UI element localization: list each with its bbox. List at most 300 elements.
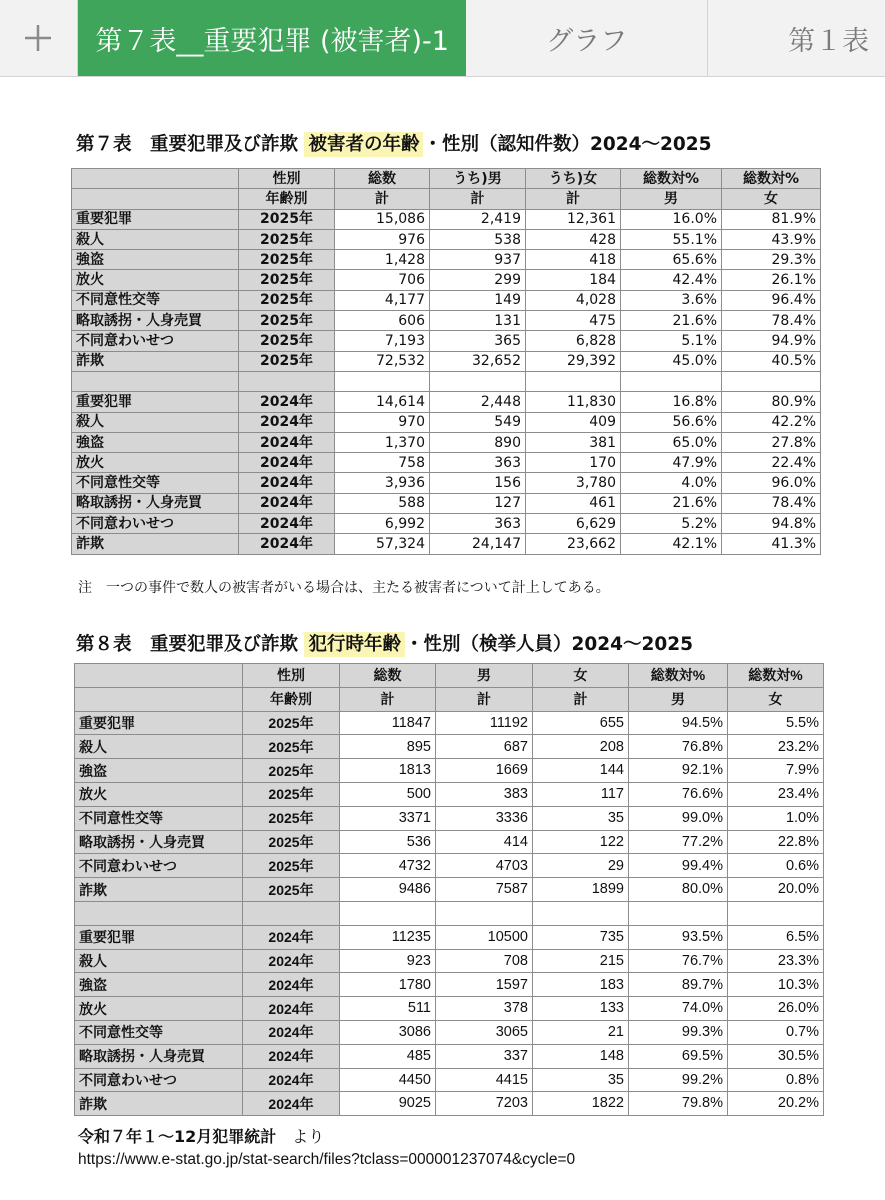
value-cell: 549 [430,412,526,432]
table7-header2-row [72,189,821,209]
table8-header-cell: 計 [533,687,629,711]
table7-header-cell: うち)男 [430,169,526,189]
value-cell: 7,193 [335,331,430,351]
value-cell: 69.5% [629,1044,728,1068]
value-cell: 4450 [340,1068,436,1092]
source-suffix: より [276,1127,325,1146]
value-cell: 976 [335,229,430,249]
crime-type-cell: 不同意性交等 [75,1020,243,1044]
value-cell: 1813 [340,759,436,783]
crime-type-cell: 重要犯罪 [72,209,239,229]
year-cell: 2025年 [239,351,335,371]
table-row [72,412,821,432]
value-cell: 21.6% [621,493,722,513]
crime-type-cell: 放火 [75,782,243,806]
value-cell: 144 [533,759,629,783]
table8-header-cell: 女 [533,664,629,688]
table8-header-cell: 総数対% [629,664,728,688]
value-cell: 4.0% [621,473,722,493]
value-cell: 758 [335,453,430,473]
crime-type-cell: 略取誘拐・人身売買 [75,830,243,854]
tab-graph[interactable]: グラフ [466,0,708,76]
value-cell: 117 [533,782,629,806]
value-cell: 41.3% [722,534,821,554]
crime-type-cell: 不同意わいせつ [72,331,239,351]
year-cell: 2024年 [239,432,335,452]
table8-header-cell: 計 [340,687,436,711]
table-row [72,453,821,473]
value-cell: 1,428 [335,250,430,270]
table7 [71,168,821,555]
value-cell: 77.2% [629,830,728,854]
year-cell: 2024年 [239,453,335,473]
value-cell: 15,086 [335,209,430,229]
value-cell: 23.3% [728,949,824,973]
table7-header-cell: 総数対% [722,169,821,189]
value-cell: 45.0% [621,351,722,371]
value-cell: 92.1% [629,759,728,783]
value-cell: 94.9% [722,331,821,351]
table-row [72,290,821,310]
value-cell: 184 [526,270,621,290]
table-row [72,473,821,493]
source-url-link[interactable]: https://www.e-stat.go.jp/stat-search/files?tclass=000001237074&cycle=0 [78,1151,576,1168]
value-cell: 7.9% [728,759,824,783]
crime-type-cell: 不同意性交等 [72,290,239,310]
value-cell: 9025 [340,1092,436,1116]
year-cell: 2025年 [243,735,340,759]
value-cell: 3,936 [335,473,430,493]
value-cell: 5.1% [621,331,722,351]
table8-header-cell: 男 [629,687,728,711]
table-row [72,250,821,270]
year-cell: 2025年 [239,209,335,229]
year-cell: 2024年 [239,392,335,412]
sheet-tab-bar [0,0,885,77]
table7-header-cell [72,189,239,209]
value-cell: 11,830 [526,392,621,412]
value-cell: 365 [430,331,526,351]
table8-header-cell: 性別 [243,664,340,688]
value-cell: 511 [340,997,436,1021]
year-cell: 2025年 [239,270,335,290]
value-cell: 0.8% [728,1068,824,1092]
value-cell: 895 [340,735,436,759]
table-row [72,432,821,452]
empty-cell [239,371,335,391]
table8-header1-row [75,664,824,688]
value-cell: 428 [526,229,621,249]
year-cell: 2024年 [239,412,335,432]
table8-title-tail: ・性別（検挙人員）2024～2025 [404,634,693,655]
value-cell: 99.2% [629,1068,728,1092]
year-cell: 2025年 [243,830,340,854]
year-cell: 2024年 [239,514,335,534]
value-cell: 208 [533,735,629,759]
value-cell: 22.4% [722,453,821,473]
value-cell: 149 [430,290,526,310]
value-cell: 96.4% [722,290,821,310]
table-row [72,514,821,534]
year-cell: 2025年 [243,878,340,902]
empty-cell [728,901,824,925]
table-row [75,1020,824,1044]
value-cell: 23.2% [728,735,824,759]
value-cell: 57,324 [335,534,430,554]
crime-type-cell: 詐欺 [72,534,239,554]
value-cell: 133 [533,997,629,1021]
year-cell: 2024年 [243,1044,340,1068]
value-cell: 485 [340,1044,436,1068]
empty-cell [243,901,340,925]
value-cell: 76.8% [629,735,728,759]
table7-header-cell: 計 [526,189,621,209]
value-cell: 89.7% [629,973,728,997]
table-row [72,331,821,351]
value-cell: 99.3% [629,1020,728,1044]
value-cell: 11235 [340,925,436,949]
value-cell: 32,652 [430,351,526,371]
value-cell: 20.2% [728,1092,824,1116]
value-cell: 6,629 [526,514,621,534]
value-cell: 22.8% [728,830,824,854]
crime-type-cell: 強盗 [75,973,243,997]
value-cell: 538 [430,229,526,249]
table8-header2-row [75,687,824,711]
crime-type-cell: 不同意性交等 [72,473,239,493]
value-cell: 72,532 [335,351,430,371]
value-cell: 35 [533,806,629,830]
crime-type-cell: 略取誘拐・人身売買 [72,493,239,513]
crime-type-cell: 詐欺 [75,878,243,902]
value-cell: 76.7% [629,949,728,973]
empty-cell [722,371,821,391]
value-cell: 40.5% [722,351,821,371]
crime-type-cell: 殺人 [72,412,239,432]
value-cell: 29.3% [722,250,821,270]
table7-title-highlight: 被害者の年齢 [304,132,423,157]
table7-header-cell: 男 [621,189,722,209]
crime-type-cell: 強盗 [72,432,239,452]
value-cell: 47.9% [621,453,722,473]
table7-title-main: 第７表 重要犯罪及び詐欺 [76,134,299,155]
value-cell: 3065 [436,1020,533,1044]
year-cell: 2024年 [243,925,340,949]
value-cell: 708 [436,949,533,973]
value-cell: 4415 [436,1068,533,1092]
value-cell: 9486 [340,878,436,902]
crime-type-cell: 詐欺 [72,351,239,371]
table-row [75,973,824,997]
value-cell: 606 [335,311,430,331]
year-cell: 2025年 [239,311,335,331]
year-cell: 2025年 [239,290,335,310]
table7-header-cell [72,169,239,189]
value-cell: 148 [533,1044,629,1068]
empty-cell [533,901,629,925]
crime-type-cell: 放火 [72,270,239,290]
value-cell: 27.8% [722,432,821,452]
value-cell: 970 [335,412,430,432]
table7-note: 注 一つの事件で数人の被害者がいる場合は、主たる被害者について計上してある。 [78,580,610,596]
table8-header-cell: 計 [436,687,533,711]
value-cell: 1597 [436,973,533,997]
value-cell: 42.1% [621,534,722,554]
table8-header-cell [75,664,243,688]
value-cell: 16.8% [621,392,722,412]
value-cell: 2,448 [430,392,526,412]
empty-cell [526,371,621,391]
value-cell: 4732 [340,854,436,878]
value-cell: 11192 [436,711,533,735]
value-cell: 381 [526,432,621,452]
value-cell: 7203 [436,1092,533,1116]
value-cell: 6.5% [728,925,824,949]
value-cell: 706 [335,270,430,290]
value-cell: 55.1% [621,229,722,249]
value-cell: 122 [533,830,629,854]
empty-cell [436,901,533,925]
value-cell: 687 [436,735,533,759]
value-cell: 76.6% [629,782,728,806]
crime-type-cell: 不同意わいせつ [75,854,243,878]
empty-cell [430,371,526,391]
year-cell: 2025年 [243,759,340,783]
value-cell: 1780 [340,973,436,997]
value-cell: 23,662 [526,534,621,554]
value-cell: 30.5% [728,1044,824,1068]
table7-header-cell: 総数対% [621,169,722,189]
value-cell: 183 [533,973,629,997]
table-row [75,1068,824,1092]
table8-header-cell: 総数対% [728,664,824,688]
value-cell: 170 [526,453,621,473]
value-cell: 127 [430,493,526,513]
year-cell: 2024年 [243,1020,340,1044]
value-cell: 35 [533,1068,629,1092]
add-sheet-button[interactable] [0,0,78,76]
year-cell: 2025年 [243,806,340,830]
value-cell: 418 [526,250,621,270]
value-cell: 1899 [533,878,629,902]
table7-title-tail: ・性別（認知件数）2024～2025 [423,134,712,155]
value-cell: 93.5% [629,925,728,949]
value-cell: 655 [533,711,629,735]
table7-header-cell: 女 [722,189,821,209]
value-cell: 3,780 [526,473,621,493]
table-row [72,209,821,229]
value-cell: 2,419 [430,209,526,229]
year-cell: 2025年 [239,250,335,270]
value-cell: 20.0% [728,878,824,902]
value-cell: 74.0% [629,997,728,1021]
value-cell: 42.2% [722,412,821,432]
year-cell: 2024年 [243,973,340,997]
value-cell: 1,370 [335,432,430,452]
value-cell: 65.6% [621,250,722,270]
table-row [75,735,824,759]
table7-header-cell: うち)女 [526,169,621,189]
value-cell: 363 [430,453,526,473]
value-cell: 0.6% [728,854,824,878]
table-row [75,854,824,878]
year-cell: 2024年 [239,534,335,554]
table7-title [76,130,711,156]
value-cell: 10500 [436,925,533,949]
value-cell: 29 [533,854,629,878]
value-cell: 500 [340,782,436,806]
value-cell: 3371 [340,806,436,830]
value-cell: 99.0% [629,806,728,830]
source-title: 令和７年１～12月犯罪統計 [78,1127,277,1146]
value-cell: 378 [436,997,533,1021]
table-row [72,493,821,513]
value-cell: 43.9% [722,229,821,249]
crime-type-cell: 略取誘拐・人身売買 [72,311,239,331]
table7-header-cell: 総数 [335,169,430,189]
table-row [75,949,824,973]
value-cell: 215 [533,949,629,973]
crime-type-cell: 放火 [72,453,239,473]
value-cell: 409 [526,412,621,432]
value-cell: 11847 [340,711,436,735]
value-cell: 461 [526,493,621,513]
value-cell: 12,361 [526,209,621,229]
year-cell: 2024年 [239,493,335,513]
crime-type-cell: 殺人 [75,949,243,973]
table-row [75,925,824,949]
table7-header-cell: 計 [335,189,430,209]
crime-type-cell: 重要犯罪 [75,711,243,735]
value-cell: 78.4% [722,493,821,513]
value-cell: 7587 [436,878,533,902]
plus-icon [23,23,53,53]
table-row [72,351,821,371]
value-cell: 26.0% [728,997,824,1021]
table-row [72,270,821,290]
value-cell: 337 [436,1044,533,1068]
table8-title [76,630,693,656]
value-cell: 3.6% [621,290,722,310]
year-cell: 2025年 [239,331,335,351]
year-cell: 2025年 [239,229,335,249]
value-cell: 475 [526,311,621,331]
tab-table7-victims[interactable]: 第７表__重要犯罪 (被害者)-1 [78,0,467,76]
value-cell: 5.5% [728,711,824,735]
table8-header-cell: 女 [728,687,824,711]
value-cell: 937 [430,250,526,270]
table-row [75,806,824,830]
separator-row [75,901,824,925]
value-cell: 81.9% [722,209,821,229]
value-cell: 80.9% [722,392,821,412]
value-cell: 23.4% [728,782,824,806]
value-cell: 3336 [436,806,533,830]
value-cell: 1669 [436,759,533,783]
value-cell: 383 [436,782,533,806]
value-cell: 24,147 [430,534,526,554]
value-cell: 79.8% [629,1092,728,1116]
table8-header-cell: 総数 [340,664,436,688]
value-cell: 3086 [340,1020,436,1044]
year-cell: 2024年 [243,949,340,973]
crime-type-cell: 強盗 [72,250,239,270]
crime-type-cell: 殺人 [75,735,243,759]
value-cell: 299 [430,270,526,290]
value-cell: 131 [430,311,526,331]
table8-title-highlight: 犯行時年齢 [304,632,405,657]
value-cell: 1822 [533,1092,629,1116]
table-row [75,830,824,854]
value-cell: 42.4% [621,270,722,290]
empty-cell [629,901,728,925]
table-row [75,711,824,735]
crime-type-cell: 強盗 [75,759,243,783]
value-cell: 536 [340,830,436,854]
table-row [75,1044,824,1068]
crime-type-cell: 不同意わいせつ [75,1068,243,1092]
table8-header-cell: 年齢別 [243,687,340,711]
value-cell: 890 [430,432,526,452]
crime-type-cell: 詐欺 [75,1092,243,1116]
value-cell: 94.8% [722,514,821,534]
value-cell: 156 [430,473,526,493]
year-cell: 2025年 [243,711,340,735]
value-cell: 14,614 [335,392,430,412]
table-row [75,1092,824,1116]
value-cell: 923 [340,949,436,973]
table-row [75,782,824,806]
empty-cell [75,901,243,925]
table7-header1-row [72,169,821,189]
table8 [74,663,824,1116]
table7-header-cell: 性別 [239,169,335,189]
crime-type-cell: 不同意性交等 [75,806,243,830]
empty-cell [621,371,722,391]
crime-type-cell: 放火 [75,997,243,1021]
year-cell: 2025年 [243,782,340,806]
value-cell: 21 [533,1020,629,1044]
crime-type-cell: 重要犯罪 [72,392,239,412]
separator-row [72,371,821,391]
value-cell: 16.0% [621,209,722,229]
table-row [72,229,821,249]
value-cell: 29,392 [526,351,621,371]
tab-table1[interactable]: 第１表 [788,25,870,57]
table8-header-cell: 男 [436,664,533,688]
value-cell: 363 [430,514,526,534]
value-cell: 56.6% [621,412,722,432]
table7-header-cell: 年齢別 [239,189,335,209]
table-row [75,997,824,1021]
table8-title-main: 第８表 重要犯罪及び詐欺 [76,634,299,655]
empty-cell [335,371,430,391]
year-cell: 2024年 [243,997,340,1021]
year-cell: 2024年 [243,1092,340,1116]
value-cell: 99.4% [629,854,728,878]
value-cell: 94.5% [629,711,728,735]
value-cell: 735 [533,925,629,949]
value-cell: 5.2% [621,514,722,534]
year-cell: 2024年 [243,1068,340,1092]
value-cell: 6,828 [526,331,621,351]
crime-type-cell: 略取誘拐・人身売買 [75,1044,243,1068]
table-row [75,878,824,902]
value-cell: 80.0% [629,878,728,902]
table7-header-cell: 計 [430,189,526,209]
value-cell: 21.6% [621,311,722,331]
value-cell: 96.0% [722,473,821,493]
